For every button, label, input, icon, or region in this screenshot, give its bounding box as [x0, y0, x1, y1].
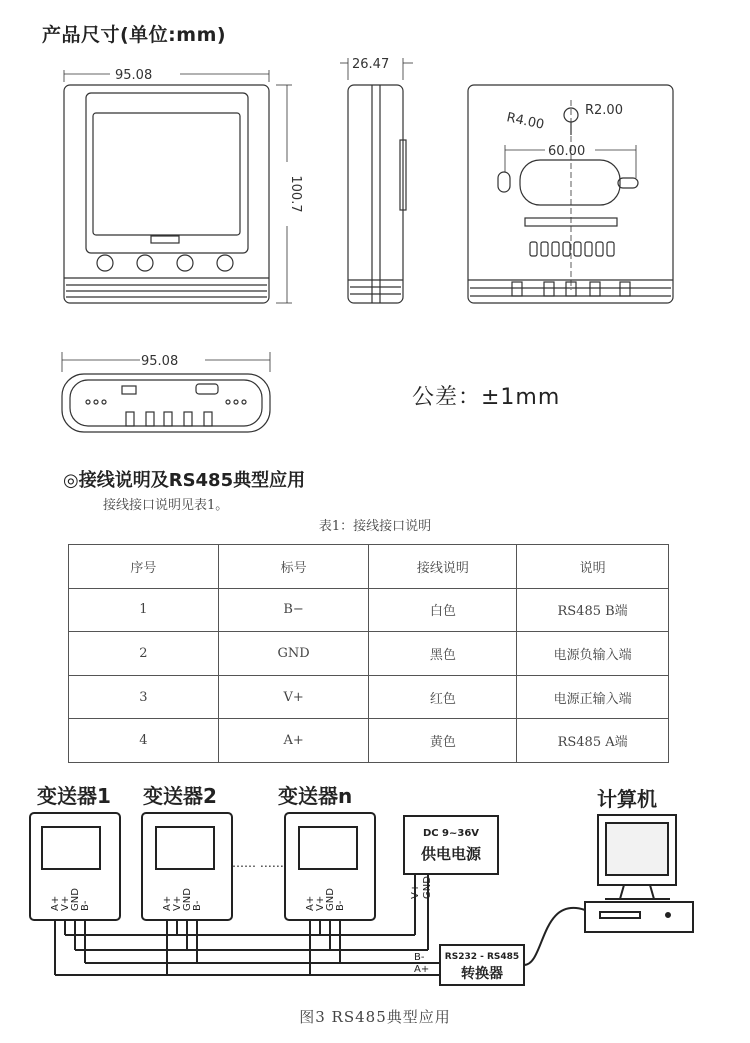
figure-caption: 图3 RS485典型应用 [299, 1008, 451, 1026]
back-radius-2-label: R2.00 [585, 103, 623, 118]
pin-b-label: B- [80, 900, 91, 911]
cell: GND [218, 632, 369, 676]
ellipsis-dots: …… …… [232, 856, 284, 870]
device-2-title: 变送器2 [143, 784, 217, 808]
cell: 4 [69, 719, 219, 763]
device-n-title: 变送器n [278, 784, 353, 808]
cell: A+ [218, 719, 369, 763]
cell: RS485 A端 [517, 719, 669, 763]
table-row [69, 719, 669, 763]
header-index: 序号 [69, 545, 219, 589]
pin-a-label: A+ [305, 895, 316, 911]
table-row [69, 632, 669, 676]
rs485-diagram [0, 775, 750, 1000]
front-width-label: 95.08 [115, 68, 153, 83]
pin-gnd-label: GND [70, 888, 81, 911]
converter-label: 转换器 [461, 966, 503, 982]
wiring-heading: ◎接线说明及RS485典型应用 [63, 470, 306, 491]
back-view [468, 85, 673, 303]
psu-pin-v-label: V+ [410, 883, 421, 899]
dimension-drawings [0, 0, 750, 460]
tolerance-text: 公差：±1mm [412, 385, 561, 410]
cell: 电源负输入端 [517, 632, 669, 676]
header-mark: 标号 [218, 545, 369, 589]
pin-v-label: V+ [315, 895, 326, 911]
dimensions-title: 产品尺寸(单位:mm) [42, 24, 227, 46]
pin-a-label: A+ [50, 895, 61, 911]
side-view [340, 58, 413, 303]
side-depth-label: 26.47 [352, 57, 390, 72]
wiring-table [68, 544, 669, 763]
header-wire: 接线说明 [369, 545, 517, 589]
bottom-width-label: 95.08 [141, 354, 179, 369]
table-row [69, 675, 669, 719]
wiring-note: 接线接口说明见表1。 [103, 498, 229, 513]
computer-label: 计算机 [597, 787, 657, 811]
table-header-row [69, 545, 669, 589]
pin-b-label: B- [335, 900, 346, 911]
pin-gnd-label: GND [325, 888, 336, 911]
header-desc: 说明 [517, 545, 669, 589]
cell: 2 [69, 632, 219, 676]
height-label: 100.7 [288, 175, 303, 213]
psu-pin-gnd-label: GND [422, 876, 433, 899]
table-row [69, 588, 669, 632]
cell: 黄色 [369, 719, 517, 763]
converter-model: RS232 - RS485 [444, 952, 520, 962]
cell: V+ [218, 675, 369, 719]
pin-v-label: V+ [172, 895, 183, 911]
back-radius-1-label: R4.00 [505, 110, 546, 133]
cell: B− [218, 588, 369, 632]
table-caption: 表1：接线接口说明 [318, 519, 432, 534]
cell: 3 [69, 675, 219, 719]
pin-b-label: B- [192, 900, 203, 911]
pin-v-label: V+ [60, 895, 71, 911]
psu-rating: DC 9~36V [422, 828, 480, 839]
back-hole-spacing-label: 60.00 [548, 144, 586, 159]
cell: RS485 B端 [517, 588, 669, 632]
computer-icon [585, 815, 693, 932]
bus-a-label: A+ [414, 964, 430, 975]
cell: 红色 [369, 675, 517, 719]
pin-gnd-label: GND [182, 888, 193, 911]
cell: 电源正输入端 [517, 675, 669, 719]
front-view [64, 70, 292, 303]
device-1-title: 变送器1 [37, 784, 111, 808]
bus-b-label: B- [414, 952, 425, 963]
cell: 1 [69, 588, 219, 632]
cell: 黑色 [369, 632, 517, 676]
cell: 白色 [369, 588, 517, 632]
psu-label: 供电电源 [420, 845, 482, 863]
pin-a-label: A+ [162, 895, 173, 911]
